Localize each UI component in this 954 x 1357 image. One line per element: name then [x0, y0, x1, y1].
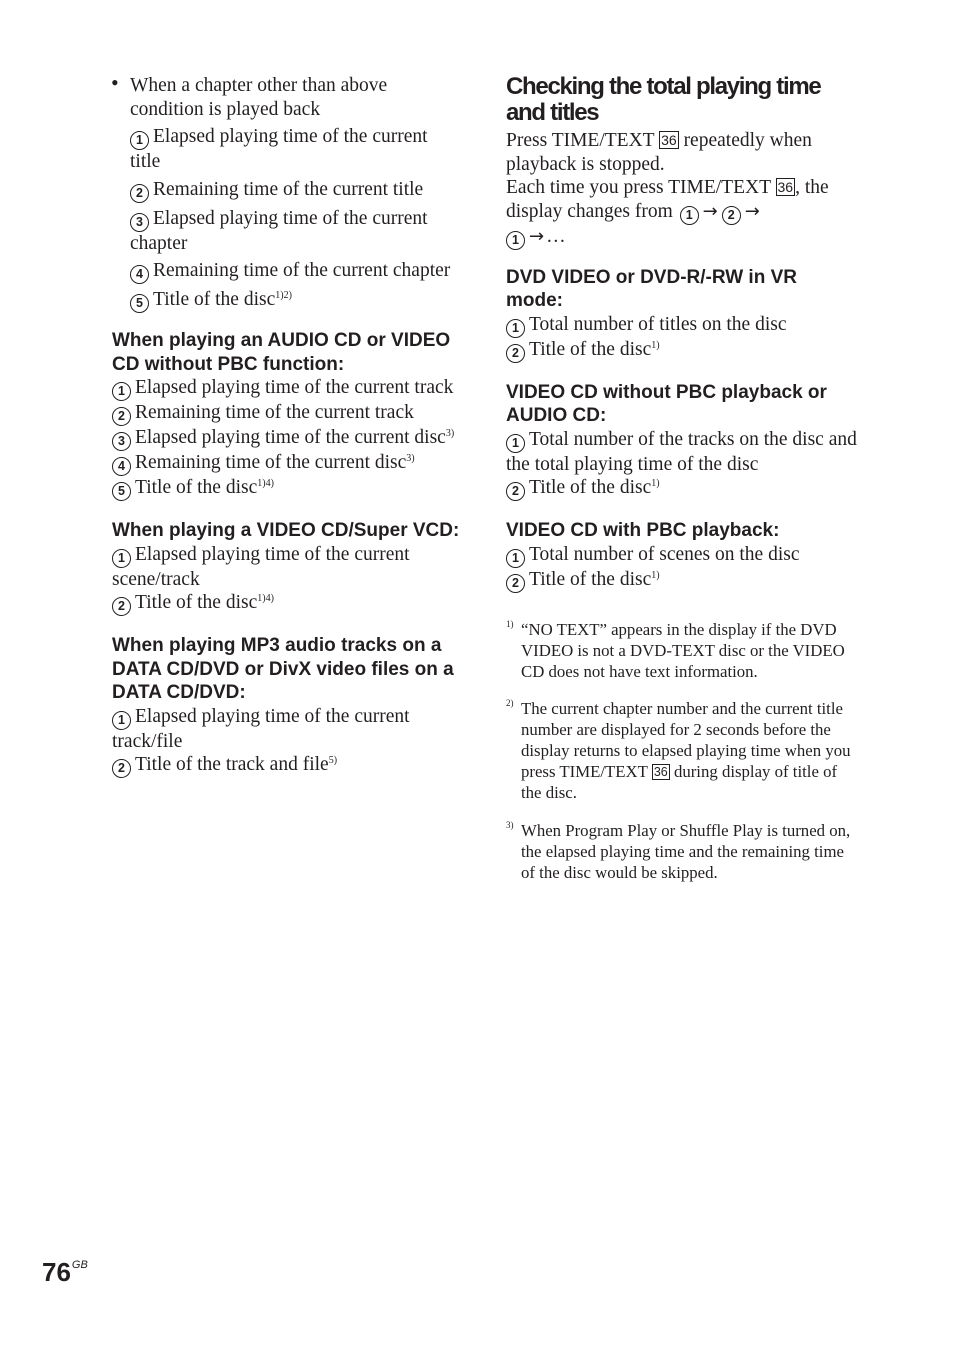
number-circle-icon: 1 — [112, 549, 131, 568]
footnote-mark: 2) — [506, 698, 514, 709]
page-number-value: 76 — [42, 1257, 71, 1287]
list-item — [112, 451, 462, 476]
number-circle-icon: 1 — [112, 382, 131, 401]
number-circle-icon: 2 — [112, 759, 131, 778]
bullet-icon: • — [111, 70, 119, 95]
list-item — [112, 401, 462, 426]
chapter-conditions — [111, 70, 462, 313]
section-dvd — [506, 266, 858, 363]
list-item — [112, 376, 462, 401]
number-circle-icon: 1 — [506, 549, 525, 568]
section-heading: When playing MP3 audio tracks on a DATA CD/DVD or DivX video files on a DATA CD/DVD: — [112, 635, 454, 703]
list-item — [112, 543, 462, 592]
footnote — [506, 820, 858, 883]
number-circle-icon: 5 — [112, 482, 131, 501]
footnote-text: The current chapter number and the current title number are displayed for 2 seconds before the display returns to elapsed playing time when you press TIME/TEXT — [521, 699, 851, 782]
item-text: Remaining time of the current title — [153, 178, 424, 200]
section-video-cd — [112, 519, 462, 616]
item-text: Total number of titles on the disc — [529, 313, 787, 335]
instruction-text: , the display changes from — [506, 177, 829, 222]
footnote — [506, 698, 858, 803]
number-circle-icon: 1 — [130, 131, 149, 150]
list-item — [112, 705, 462, 754]
list-item — [506, 568, 858, 593]
number-circle-icon: 1 — [112, 711, 131, 730]
left-column — [111, 70, 462, 778]
item-text: Elapsed playing time of the current chapter — [130, 207, 428, 254]
instruction-text: Each time you press TIME/TEXT — [506, 177, 771, 198]
right-column — [506, 74, 858, 887]
list-item — [112, 426, 462, 451]
item-text: Elapsed playing time of the current title — [130, 126, 428, 172]
bullet-text: When a chapter other than above condition is played back — [130, 75, 388, 120]
list-item — [112, 476, 462, 501]
list-item — [506, 476, 858, 501]
list-item — [506, 313, 858, 338]
item-text: Remaining time of the current chapter — [153, 260, 451, 281]
item-text: Elapsed playing time of the current scene/track — [112, 543, 410, 590]
list-item — [506, 338, 858, 363]
footnote-ref: 1)4) — [257, 478, 274, 489]
list-item — [112, 753, 462, 778]
number-circle-icon: 3 — [112, 432, 131, 451]
list-item — [112, 125, 462, 174]
arrow-right-icon: → — [529, 225, 545, 247]
item-text: Total number of scenes on the disc — [529, 543, 800, 565]
item-text: Title of the disc — [529, 338, 652, 360]
button-number-icon: 36 — [661, 132, 677, 148]
button-number-icon: 36 — [777, 179, 794, 195]
section-heading: DVD VIDEO or DVD-R/-RW in VR mode: — [506, 266, 797, 311]
page-title: Checking the total playing time and titles — [506, 73, 821, 126]
item-text: Title of the disc — [135, 592, 258, 613]
item-text: Elapsed playing time of the current track/file — [112, 705, 410, 752]
number-circle-icon: 4 — [130, 265, 149, 284]
list-item — [112, 591, 462, 616]
item-text: Title of the disc — [529, 477, 652, 498]
number-circle-icon: 2 — [722, 206, 741, 225]
footnote-ref: 3) — [406, 453, 415, 464]
section-audio-cd — [112, 329, 462, 501]
footnote-mark: 1) — [506, 618, 514, 629]
number-circle-icon: 1 — [506, 434, 525, 453]
footnote-ref: 1)2) — [275, 290, 292, 301]
number-circle-icon: 2 — [506, 482, 525, 501]
list-item — [112, 207, 462, 256]
section-vcd-pbc — [506, 519, 858, 593]
list-item — [112, 178, 462, 203]
bullet-item — [111, 70, 462, 121]
number-circle-icon: 2 — [506, 574, 525, 593]
item-text: Elapsed playing time of the current disc — [135, 427, 446, 448]
list-item — [506, 543, 858, 568]
footnote-text: during display of title of the disc. — [521, 762, 838, 803]
number-circle-icon: 2 — [130, 184, 149, 203]
footnotes — [506, 619, 858, 884]
arrow-right-icon: → — [702, 200, 718, 222]
footnote-ref: 1) — [651, 478, 660, 489]
section-mp3 — [112, 634, 462, 778]
footnote — [506, 619, 858, 682]
item-text: Title of the disc — [529, 568, 652, 590]
number-circle-icon: 2 — [506, 344, 525, 363]
page-number — [42, 1248, 88, 1289]
number-circle-icon: 4 — [112, 457, 131, 476]
list-item — [112, 288, 462, 313]
language-code: GB — [71, 1259, 88, 1271]
number-circle-icon: 3 — [130, 213, 149, 232]
section-heading: When playing a VIDEO CD/Super VCD: — [112, 520, 460, 541]
footnote-text: When Program Play or Shuffle Play is turned on, the elapsed playing time and the remaining time of the disc would be skipped. — [521, 821, 851, 883]
footnote-ref: 1) — [651, 569, 660, 581]
footnote-ref: 1) — [651, 339, 660, 351]
footnote-mark: 3) — [506, 820, 514, 831]
button-number-icon: 36 — [653, 765, 668, 780]
section-heading: When playing an AUDIO CD or VIDEO CD without PBC function: — [112, 330, 451, 375]
number-circle-icon: 2 — [112, 407, 131, 426]
number-circle-icon: 2 — [112, 597, 131, 616]
item-text: Remaining time of the current track — [135, 402, 414, 423]
instruction-text: Press TIME/TEXT — [506, 130, 655, 151]
section-heading: VIDEO CD with PBC playback: — [506, 520, 780, 541]
footnote-ref: 1)4) — [257, 593, 274, 604]
item-text: Elapsed playing time of the current track — [135, 377, 454, 398]
instruction-sequence — [506, 176, 858, 250]
footnote-text: “NO TEXT” appears in the display if the DVD VIDEO is not a DVD-TEXT disc or the VIDEO CD does not have text information. — [521, 619, 845, 681]
section-heading: VIDEO CD without PBC playback or AUDIO CD: — [506, 381, 827, 426]
item-text: Title of the disc — [153, 289, 276, 310]
item-text: Title of the track and file — [135, 754, 329, 775]
number-circle-icon: 1 — [506, 231, 525, 250]
list-item — [112, 259, 462, 284]
list-item — [506, 428, 858, 477]
section-vcd-no-pbc — [506, 381, 858, 502]
instruction-text: repeatedly when playback is stopped. — [506, 130, 812, 175]
instruction-press — [506, 129, 858, 176]
ellipsis: … — [546, 225, 566, 247]
number-circle-icon: 1 — [680, 206, 699, 225]
arrow-right-icon: → — [744, 200, 760, 222]
number-circle-icon: 5 — [130, 294, 149, 313]
footnote-ref: 5) — [328, 755, 338, 766]
item-text: Title of the disc — [135, 477, 258, 498]
number-circle-icon: 1 — [506, 319, 525, 338]
footnote-ref: 3) — [445, 428, 455, 439]
item-text: Remaining time of the current disc — [135, 452, 407, 473]
item-text: Total number of the tracks on the disc and the total playing time of the disc — [506, 428, 857, 475]
